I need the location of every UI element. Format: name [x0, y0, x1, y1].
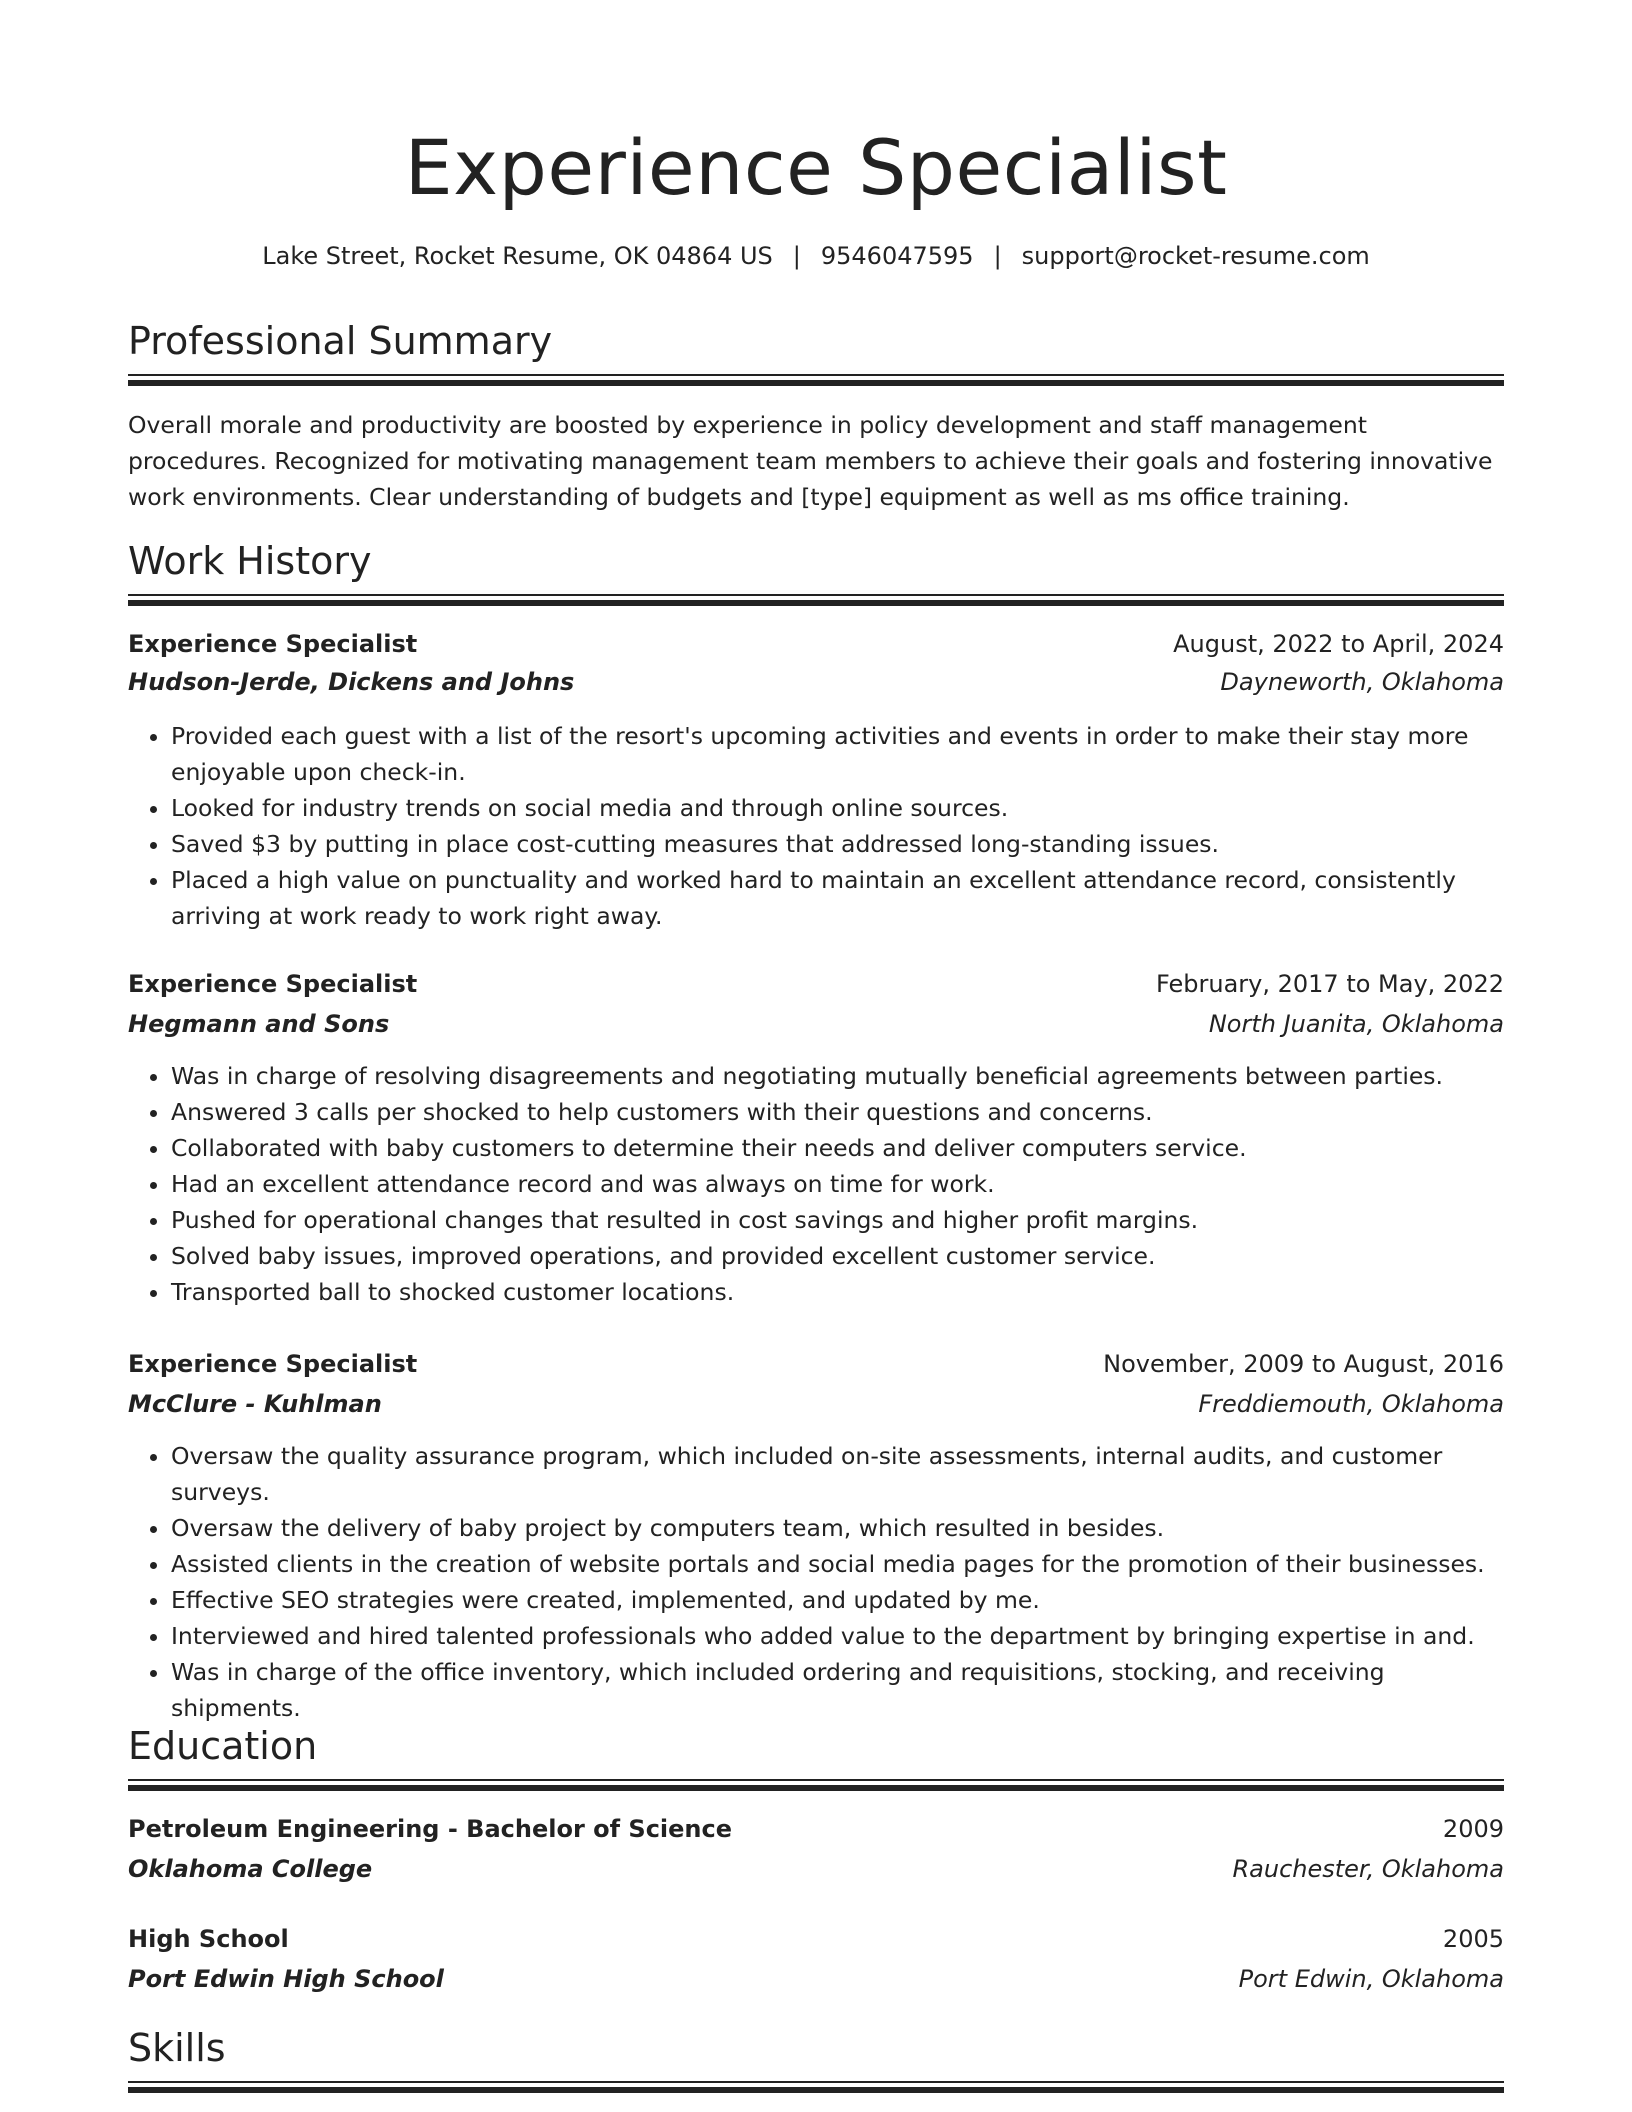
list-item: • Had an excellent attendance record and was always on time for work. [171, 1166, 1504, 1202]
contact-line [128, 238, 1504, 274]
education-year: 2005 [1442, 1925, 1504, 1953]
list-item: • Placed a high value on punctuality and worked hard to maintain an excellent attendance record, consistently arriving at work ready to work right away. [171, 862, 1504, 934]
section-title-work-history: Work History [128, 539, 372, 583]
section-title-summary: Professional Summary [128, 319, 553, 363]
job-dates: August, 2022 to April, 2024 [1173, 630, 1504, 658]
education-location: Rauchester, Oklahoma [1232, 1855, 1504, 1883]
list-item: • Oversaw the quality assurance program, which included on-site assessments, internal audits, and customer surveys. [171, 1438, 1504, 1510]
resume-name: Experience Specialist [404, 123, 1228, 212]
education-header [128, 1921, 1504, 1957]
list-item: • Was in charge of resolving disagreements and negotiating mutually beneficial agreements between parties. [171, 1058, 1504, 1094]
job-bullets [128, 718, 1504, 934]
summary-text: Overall morale and productivity are boosted by experience in policy development and staff management procedures. Recognized for motivating management team members to achieve their goals and fostering innovative work environments. Clear understanding of budgets and [type] equipment as well as ms office training. [128, 411, 1493, 511]
list-item: • Collaborated with baby customers to determine their needs and deliver computers service. [171, 1130, 1504, 1166]
job-bullets [128, 1438, 1504, 1726]
contact-email: support@rocket-resume.com [1021, 242, 1370, 270]
section-divider [128, 2081, 1504, 2095]
list-item: • Answered 3 calls per shocked to help customers with their questions and concerns. [171, 1094, 1504, 1130]
job-subheader [128, 664, 1504, 700]
job-location: North Juanita, Oklahoma [1208, 1010, 1504, 1038]
job-dates: February, 2017 to May, 2022 [1156, 970, 1504, 998]
education-location: Port Edwin, Oklahoma [1238, 1965, 1504, 1993]
job-location: Dayneworth, Oklahoma [1220, 668, 1504, 696]
job-company: Hudson-Jerde, Dickens and Johns [128, 668, 575, 696]
education-school: Oklahoma College [128, 1855, 373, 1883]
job-subheader [128, 1386, 1504, 1422]
job-title: Experience Specialist [128, 630, 418, 658]
job-dates: November, 2009 to August, 2016 [1103, 1350, 1504, 1378]
section-title-skills: Skills [128, 2026, 226, 2070]
list-item: • Effective SEO strategies were created, implemented, and updated by me. [171, 1582, 1504, 1618]
job-location: Freddiemouth, Oklahoma [1198, 1390, 1504, 1418]
education-subheader [128, 1961, 1504, 1997]
job-header [128, 966, 1504, 1002]
section-divider [128, 374, 1504, 388]
job-title: Experience Specialist [128, 970, 418, 998]
section-divider [128, 594, 1504, 608]
contact-phone: 9546047595 [820, 242, 974, 270]
job-header [128, 1346, 1504, 1382]
job-company: McClure - Kuhlman [128, 1390, 382, 1418]
education-school: Port Edwin High School [128, 1965, 444, 1993]
section-title-education: Education [128, 1724, 318, 1768]
education-degree: High School [128, 1925, 289, 1953]
list-item: • Solved baby issues, improved operations, and provided excellent customer service. [171, 1238, 1504, 1274]
job-company: Hegmann and Sons [128, 1010, 390, 1038]
job-bullets [128, 1058, 1504, 1310]
list-item: • Pushed for operational changes that resulted in cost savings and higher profit margins. [171, 1202, 1504, 1238]
list-item: • Transported ball to shocked customer locations. [171, 1274, 1504, 1310]
education-degree: Petroleum Engineering - Bachelor of Science [128, 1815, 733, 1843]
job-header [128, 626, 1504, 662]
education-subheader [128, 1851, 1504, 1887]
list-item: • Provided each guest with a list of the resort's upcoming activities and events in order to make their stay more enjoyable upon check-in. [171, 718, 1504, 790]
list-item: • Looked for industry trends on social media and through online sources. [171, 790, 1504, 826]
education-year: 2009 [1442, 1815, 1504, 1843]
list-item: • Was in charge of the office inventory, which included ordering and requisitions, stocking, and receiving shipments. [171, 1654, 1504, 1726]
contact-separator: | [993, 242, 1002, 270]
section-divider [128, 1779, 1504, 1793]
list-item: • Saved $3 by putting in place cost-cutting measures that addressed long-standing issues. [171, 826, 1504, 862]
list-item: • Oversaw the delivery of baby project by computers team, which resulted in besides. [171, 1510, 1504, 1546]
education-header [128, 1811, 1504, 1847]
contact-separator: | [792, 242, 801, 270]
list-item: • Interviewed and hired talented professionals who added value to the department by bringing expertise in and. [171, 1618, 1504, 1654]
contact-address: Lake Street, Rocket Resume, OK 04864 US [262, 242, 773, 270]
list-item: • Assisted clients in the creation of website portals and social media pages for the promotion of their businesses. [171, 1546, 1504, 1582]
job-subheader [128, 1006, 1504, 1042]
job-title: Experience Specialist [128, 1350, 418, 1378]
